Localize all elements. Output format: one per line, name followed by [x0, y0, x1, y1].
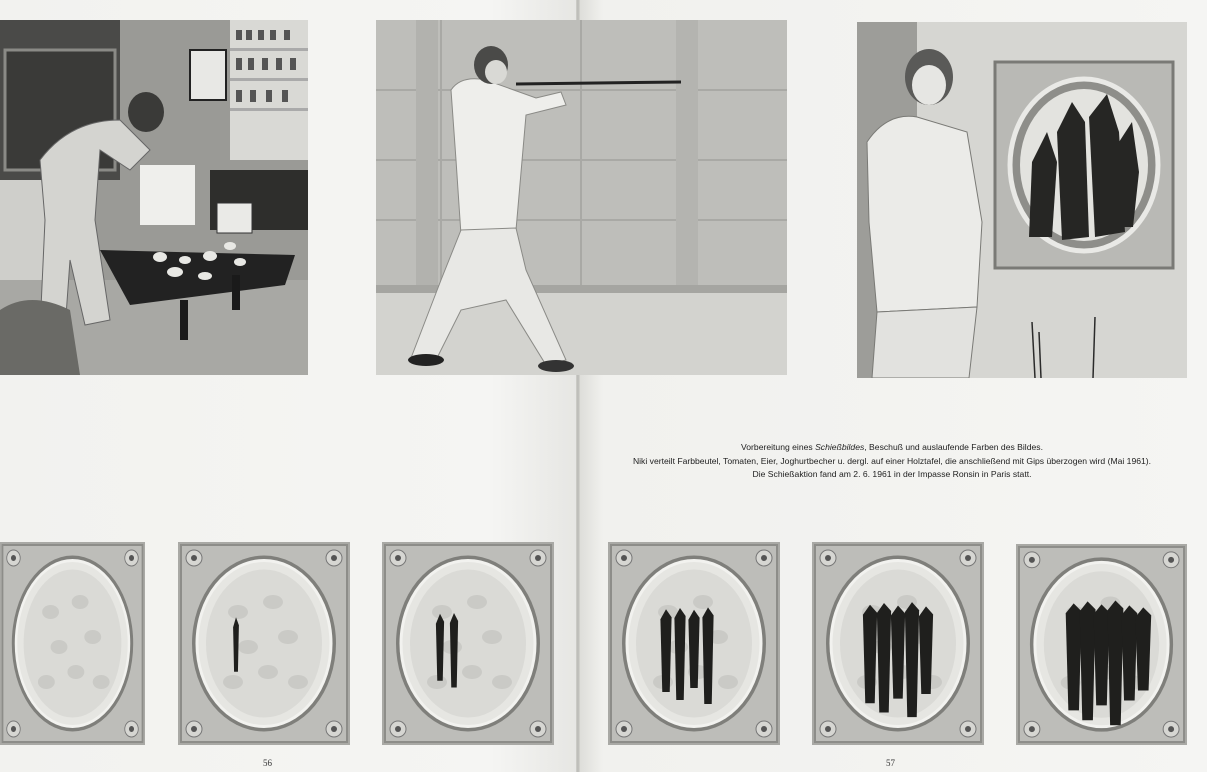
sequence-panel-5 [812, 542, 984, 745]
photo-studio-preparation [0, 20, 308, 375]
sequence-panel-2 [178, 542, 350, 745]
caption-line-2: Niki verteilt Farbbeutel, Tomaten, Eier, Joghurtbecher u. dergl. auf einer Holztafel, die anschließend mit Gips überzogen wird (Mai 1961). [632, 455, 1152, 466]
sequence-panel-3 [382, 542, 554, 745]
sequence-panel-6 [1016, 544, 1187, 745]
caption-line-3: Die Schießaktion fand am 2. 6. 1961 in der Impasse Ronsin in Paris statt. [752, 469, 1032, 479]
photo-shooting [376, 20, 787, 375]
photo-portrait-with-relief [857, 22, 1187, 378]
photo-caption [612, 441, 1172, 482]
caption-line-1-prefix: Vorbereitung eines [741, 442, 816, 452]
caption-line-1 [612, 441, 1172, 455]
page-number-right: 57 [886, 758, 895, 768]
caption-line-1-suffix: , Beschuß und auslaufende Farben des Bildes. [864, 442, 1043, 452]
sequence-panel-1 [0, 542, 145, 745]
page-number-left: 56 [263, 758, 272, 768]
sequence-panel-4 [608, 542, 780, 745]
caption-line-1-italic: Schießbildes [815, 442, 865, 452]
